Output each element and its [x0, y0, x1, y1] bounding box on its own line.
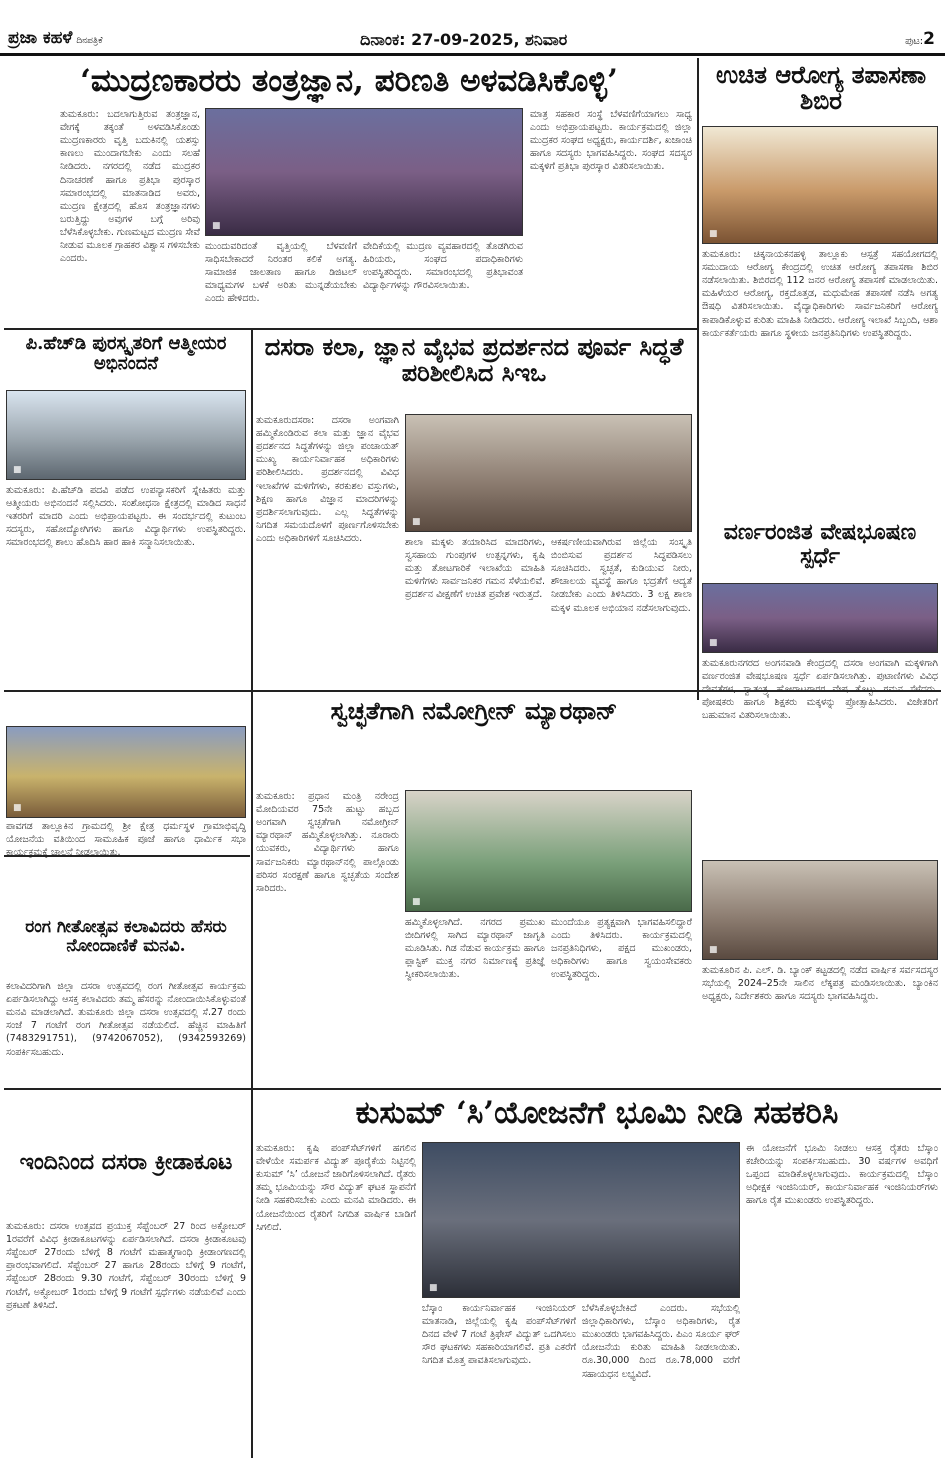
kusum-col1: ತುಮಕೂರು: ಕೃಷಿ ಪಂಪ್‌ಸೆಟ್‌ಗಳಿಗೆ ಹಗಲಿನ ವೇಳೆಯೇ ಸಮರ್ಪಕ ವಿದ್ಯುತ್ ಪೂರೈಕೆಯ ನಿಟ್ಟಿನಲ್ಲಿ ಕುಸುಮ್ ‘ಸಿ’ ಯೋಜನೆ ಜಾರಿಗೊಳಿಸಲಾಗಿದೆ. ರೈತರು ತಮ್ಮ ಭೂಮಿಯನ್ನು ಸೌರ ವಿದ್ಯುತ್ ಘಟಕ ಸ್ಥಾಪನೆಗೆ ನೀಡಿ ಸಹಕರಿಸಬೇಕು ಎಂದು ಮನವಿ ಮಾಡಿದರು. ಈ ಯೋಜನೆಯಿಂದ ರೈತರಿಗೆ ನಿಗದಿತ ವಾರ್ಷಿಕ ಬಾಡಿಗೆ ಸಿಗಲಿದೆ. [256, 1143, 416, 1233]
health-photo [702, 126, 938, 244]
main-col4: ಮಾತ್ರ ಸಹಕಾರ ಸಂಸ್ಥೆ ಬೆಳವಣಿಗೆಯಾಗಲು ಸಾಧ್ಯ ಎಂದು ಅಭಿಪ್ರಾಯಪಟ್ಟರು. ಕಾರ್ಯಕ್ರಮದಲ್ಲಿ ಜಿಲ್ಲಾ ಮುದ್ರಕರ ಸಂಘದ ಅಧ್ಯಕ್ಷರು, ಕಾರ್ಯದರ್ಶಿ, ಖಜಾಂಚಿ ಹಾಗೂ ಸದಸ್ಯರು ಭಾಗವಹಿಸಿದ್ದರು. ಸಂಘದ ಸದಸ್ಯರ ಮಕ್ಕಳಿಗೆ ಪ್ರತಿಭಾ ಪುರಸ್ಕಾರ ವಿತರಿಸಲಾಯಿತು. [530, 109, 692, 173]
marathon-photo [405, 790, 692, 912]
main-photo-icon: ■ [212, 221, 221, 231]
dasara-expo-headline: ದಸರಾ ಕಲಾ, ಜ್ಞಾನ ವೈಭವ ಪ್ರದರ್ಶನದ ಪೂರ್ವ ಸಿದ್ಧತೆ ಪರಿಶೀಲಿಸಿದ ಸಿಇಒ [264, 332, 684, 388]
health-headline: ಉಚಿತ ಆರೋಗ್ಯ ತಪಾಸಣಾ ಶಿಬಿರ [715, 60, 927, 116]
main-photo [205, 108, 523, 236]
masthead [0, 0, 945, 58]
main-col2: ಮುಂದುವರಿದಂತೆ ವೃತ್ತಿಯಲ್ಲಿ ಬೆಳವಣಿಗೆ ಸಾಧಿಸಬೇಕಾದರೆ ನಿರಂತರ ಕಲಿಕೆ ಅಗತ್ಯ. ಸಾಮಾಜಿಕ ಜಾಲತಾಣ ಹಾಗೂ ಡಿಜಿಟಲ್ ಮಾಧ್ಯಮಗಳ ಬಳಕೆ ಅರಿತು ಮುನ್ನಡೆಯಬೇಕು ಎಂದು ಹೇಳಿದರು. [205, 241, 357, 305]
ranga-body: ಕಲಾವಿದರಿಗಾಗಿ ಜಿಲ್ಲಾ ದಸರಾ ಉತ್ಸವದಲ್ಲಿ ರಂಗ ಗೀತೋತ್ಸವ ಕಾರ್ಯಕ್ರಮ ಏರ್ಪಡಿಸಲಾಗಿದ್ದು ಆಸಕ್ತ ಕಲಾವಿದರು ತಮ್ಮ ಹೆಸರನ್ನು ನೋಂದಾಯಿಸಿಕೊಳ್ಳುವಂತೆ ಮನವಿ ಮಾಡಲಾಗಿದೆ. ತುಮಕೂರು ಜಿಲ್ಲಾ ದಸರಾ ಉತ್ಸವದಲ್ಲಿ ಸೆ.27 ರಂದು ಸಂಜೆ 7 ಗಂಟೆಗೆ ರಂಗ ಗೀತೋತ್ಸವ ನಡೆಯಲಿದೆ. ಹೆಚ್ಚಿನ ಮಾಹಿತಿಗೆ (7483291751), (9742067052), (9342593269) ಸಂಪರ್ಕಿಸಬಹುದು. [6, 981, 246, 1058]
marathon-headline: ಸ್ವಚ್ಛತೆಗಾಗಿ ನಮೋಗ್ರೀನ್ ಮ್ಯಾರಥಾನ್ [330, 696, 618, 725]
page-number: ಪುಟ:2 [905, 29, 935, 49]
kusum-col4: ಈ ಯೋಜನೆಗೆ ಭೂಮಿ ನೀಡಲು ಆಸಕ್ತ ರೈತರು ಬೆಸ್ಕಾಂ ಕಚೇರಿಯನ್ನು ಸಂಪರ್ಕಿಸಬಹುದು. 30 ವರ್ಷಗಳ ಅವಧಿಗೆ ಒಪ್ಪಂದ ಮಾಡಿಕೊಳ್ಳಲಾಗುವುದು. ಕಾರ್ಯಕ್ರಮದಲ್ಲಿ ಬೆಸ್ಕಾಂ ಅಧೀಕ್ಷಕ ಇಂಜಿನಿಯರ್, ಕಾರ್ಯನಿರ್ವಾಹಕ ಇಂಜಿನಿಯರ್‌ಗಳು ಹಾಗೂ ರೈತ ಮುಖಂಡರು ಉಪಸ್ಥಿತರಿದ್ದರು. [746, 1143, 938, 1207]
paper-name: ಪ್ರಜಾ ಕಹಳೆ ದಿನಪತ್ರಿಕೆ [8, 28, 103, 48]
pooja-photo [6, 726, 246, 818]
sports-body: ತುಮಕೂರು: ದಸರಾ ಉತ್ಸವದ ಪ್ರಯುಕ್ತ ಸೆಪ್ಟೆಂಬರ್ 27 ರಿಂದ ಅಕ್ಟೋಬರ್ 1ರವರೆಗೆ ವಿವಿಧ ಕ್ರೀಡಾಕೂಟಗಳನ್ನು ಏರ್ಪಡಿಸಲಾಗಿದೆ. ದಸರಾ ಕ್ರೀಡಾಕೂಟವು ಸೆಪ್ಟೆಂಬರ್ 27ರಂದು ಬೆಳಿಗ್ಗೆ 8 ಗಂಟೆಗೆ ಮಹಾತ್ಮಗಾಂಧಿ ಕ್ರೀಡಾಂಗಣದಲ್ಲಿ ಪ್ರಾರಂಭವಾಗಲಿದೆ. ಸೆಪ್ಟೆಂಬರ್ 27 ಹಾಗೂ 28ರಂದು ಬೆಳಿಗ್ಗೆ 9 ಗಂಟೆಗೆ, ಸೆಪ್ಟೆಂಬರ್ 28ರಂದು 9.30 ಗಂಟೆಗೆ, ಸೆಪ್ಟೆಂಬರ್ 30ರಂದು ಬೆಳಿಗ್ಗೆ 9 ಗಂಟೆಗೆ, ಅಕ್ಟೋಬರ್ 1ರಂದು ಬೆಳಿಗ್ಗೆ 9 ಗಂಟೆಗೆ ಸ್ಪರ್ಧೆಗಳು ನಡೆಯಲಿವೆ ಎಂದು ಪ್ರಕಟಣೆ ತಿಳಿಸಿದೆ. [6, 1221, 246, 1311]
costume-photo [702, 583, 938, 653]
main-col1: ತುಮಕೂರು: ಬದಲಾಗುತ್ತಿರುವ ತಂತ್ರಜ್ಞಾನ, ವೇಗಕ್ಕೆ ತಕ್ಕಂತೆ ಅಳವಡಿಸಿಕೊಂಡು ಮುದ್ರಣಕಾರರು ವೃತ್ತಿ ಬದುಕಿನಲ್ಲಿ ಯಶಸ್ಸು ಕಾಣಲು ಮುಂದಾಗಬೇಕು ಎಂದು ಸಲಹೆ ನೀಡಿದರು. ನಗರದಲ್ಲಿ ನಡೆದ ಮುದ್ರಕರ ದಿನಾಚರಣೆ ಹಾಗೂ ಪ್ರತಿಭಾ ಪುರಸ್ಕಾರ ಸಮಾರಂಭದಲ್ಲಿ ಮಾತನಾಡಿದ ಅವರು, ಮುದ್ರಣ ಕ್ಷೇತ್ರದಲ್ಲಿ ಹೊಸ ತಂತ್ರಜ್ಞಾನಗಳು ಬರುತ್ತಿದ್ದು ಅವುಗಳ ಬಗ್ಗೆ ಅರಿವು ಬೆಳೆಸಿಕೊಳ್ಳಬೇಕು. ಗುಣಮಟ್ಟದ ಮುದ್ರಣ ಸೇವೆ ನೀಡುವ ಮೂಲಕ ಗ್ರಾಹಕರ ವಿಶ್ವಾಸ ಗಳಿಸಬೇಕು ಎಂದರು. [60, 109, 200, 265]
kusum-photo [422, 1142, 740, 1298]
marathon-col2: ಹಮ್ಮಿಕೊಳ್ಳಲಾಗಿದೆ. ನಗರದ ಪ್ರಮುಖ ಬೀದಿಗಳಲ್ಲಿ ಸಾಗಿದ ಮ್ಯಾರಥಾನ್ ಜಾಗೃತಿ ಮೂಡಿಸಿತು. ಗಿಡ ನೆಡುವ ಕಾರ್ಯಕ್ರಮ ಹಾಗೂ ಪ್ಲಾಸ್ಟಿಕ್ ಮುಕ್ತ ನಗರ ನಿರ್ಮಾಣಕ್ಕೆ ಪ್ರತಿಜ್ಞೆ ಸ್ವೀಕರಿಸಲಾಯಿತು. [405, 917, 545, 981]
sports-headline: ಇಂದಿನಿಂದ ದಸರಾ ಕ್ರೀಡಾಕೂಟ [19, 1150, 233, 1175]
bank-body: ತುಮಕೂರಿನ ಪಿ. ಎಲ್. ಡಿ. ಬ್ಯಾಂಕ್ ಕಟ್ಟಡದಲ್ಲಿ ನಡೆದ ವಾರ್ಷಿಕ ಸರ್ವಸದಸ್ಯರ ಸಭೆಯಲ್ಲಿ 2024–25ನೇ ಸಾಲಿನ ಲೆಕ್ಕಪತ್ರ ಮಂಡಿಸಲಾಯಿತು. ಬ್ಯಾಂಕಿನ ಅಧ್ಯಕ್ಷರು, ನಿರ್ದೇಶಕರು ಹಾಗೂ ಸದಸ್ಯರು ಭಾಗವಹಿಸಿದ್ದರು. [702, 965, 938, 1003]
phd-headline: ಪಿ.ಹೆಚ್‌ಡಿ ಪುರಸ್ಕೃತರಿಗೆ ಆತ್ಮೀಯರ ಅಭಿನಂದನೆ [25, 334, 227, 374]
paper-tag: ದಿನಪತ್ರಿಕೆ [76, 36, 103, 46]
health-body: ತುಮಕೂರು: ಚಿಕ್ಕನಾಯಕನಹಳ್ಳಿ ತಾಲ್ಲೂಕು ಆಸ್ಪತ್ರೆ ಸಹಯೋಗದಲ್ಲಿ ಸಮುದಾಯ ಆರೋಗ್ಯ ಕೇಂದ್ರದಲ್ಲಿ ಉಚಿತ ಆರೋಗ್ಯ ತಪಾಸಣಾ ಶಿಬಿರ ನಡೆಸಲಾಯಿತು. ಶಿಬಿರದಲ್ಲಿ 112 ಜನರ ಆರೋಗ್ಯ ತಪಾಸಣೆ ಮಾಡಲಾಯಿತು. ಮಹಿಳೆಯರ ಆರೋಗ್ಯ, ರಕ್ತದೊತ್ತಡ, ಮಧುಮೇಹ ತಪಾಸಣೆ ನಡೆಸಿ ಅಗತ್ಯ ಔಷಧಿ ವಿತರಿಸಲಾಯಿತು. ವೈದ್ಯಾಧಿಕಾರಿಗಳು ಸಾರ್ವಜನಿಕರಿಗೆ ಆರೋಗ್ಯ ಕಾಪಾಡಿಕೊಳ್ಳುವ ಕುರಿತು ಮಾಹಿತಿ ನೀಡಿದರು. ಆರೋಗ್ಯ ಇಲಾಖೆ ಸಿಬ್ಬಂದಿ, ಆಶಾ ಕಾರ್ಯಕರ್ತೆಯರು ಹಾಗೂ ಸ್ಥಳೀಯ ಜನಪ್ರತಿನಿಧಿಗಳು ಉಪಸ್ಥಿತರಿದ್ದರು. [702, 249, 938, 339]
date-line: ದಿನಾಂಕ: 27-09-2025, ಶನಿವಾರ [360, 30, 568, 49]
dasara-expo-col2: ಶಾಲಾ ಮಕ್ಕಳು ತಯಾರಿಸಿದ ಮಾದರಿಗಳು, ಸ್ವಸಹಾಯ ಗುಂಪುಗಳ ಉತ್ಪನ್ನಗಳು, ಕೃಷಿ ಮತ್ತು ತೋಟಗಾರಿಕೆ ಇಲಾಖೆಯ ಮಾಹಿತಿ ಮಳಿಗೆಗಳು ಸಾರ್ವಜನಿಕರ ಗಮನ ಸೆಳೆಯಲಿವೆ. ಪ್ರದರ್ಶನ ವೀಕ್ಷಣೆಗೆ ಉಚಿತ ಪ್ರವೇಶ ಇರುತ್ತದೆ. [405, 537, 545, 601]
costume-body: ತುಮಕೂರುನಗರದ ಅಂಗನವಾಡಿ ಕೇಂದ್ರದಲ್ಲಿ ದಸರಾ ಅಂಗವಾಗಿ ಮಕ್ಕಳಿಗಾಗಿ ವರ್ಣರಂಜಿತ ವೇಷಭೂಷಣ ಸ್ಪರ್ಧೆ ಏರ್ಪಡಿಸಲಾಗಿತ್ತು. ಪುಟಾಣಿಗಳು ವಿವಿಧ ದೇವತೆಗಳ, ಸ್ವಾತಂತ್ರ್ಯ ಹೋರಾಟಗಾರರ ವೇಷ ತೊಟ್ಟು ಗಮನ ಸೆಳೆದರು. ಪೋಷಕರು ಹಾಗೂ ಶಿಕ್ಷಕರು ಮಕ್ಕಳನ್ನು ಪ್ರೋತ್ಸಾಹಿಸಿದರು. ವಿಜೇತರಿಗೆ ಬಹುಮಾನ ವಿತರಿಸಲಾಯಿತು. [702, 658, 938, 722]
costume-headline: ವರ್ಣರಂಜಿತ ವೇಷಭೂಷಣ ಸ್ಪರ್ಧೆ [723, 520, 917, 570]
dasara-expo-photo-icon: ■ [412, 517, 421, 527]
dasara-expo-col1: ತುಮಕೂರುದಸರಾ: ದಸರಾ ಅಂಗವಾಗಿ ಹಮ್ಮಿಕೊಂಡಿರುವ ಕಲಾ ಮತ್ತು ಜ್ಞಾನ ವೈಭವ ಪ್ರದರ್ಶನದ ಸಿದ್ಧತೆಗಳನ್ನು ಜಿಲ್ಲಾ ಪಂಚಾಯತ್ ಮುಖ್ಯ ಕಾರ್ಯನಿರ್ವಾಹಕ ಅಧಿಕಾರಿಗಳು ಪರಿಶೀಲಿಸಿದರು. ಪ್ರದರ್ಶನದಲ್ಲಿ ವಿವಿಧ ಇಲಾಖೆಗಳ ಮಳಿಗೆಗಳು, ಕರಕುಶಲ ವಸ್ತುಗಳು, ಶಿಕ್ಷಣ ಹಾಗೂ ವಿಜ್ಞಾನ ಮಾದರಿಗಳನ್ನು ಪ್ರದರ್ಶಿಸಲಾಗುವುದು. ಎಲ್ಲ ಸಿದ್ಧತೆಗಳನ್ನು ನಿಗದಿತ ಸಮಯದೊಳಗೆ ಪೂರ್ಣಗೊಳಿಸಬೇಕು ಎಂದು ಅಧಿಕಾರಿಗಳಿಗೆ ಸೂಚಿಸಿದರು. [256, 415, 399, 544]
kusum-photo-icon: ■ [429, 1283, 438, 1293]
health-photo-icon: ■ [709, 229, 718, 239]
main-col3: ವೇದಿಕೆಯಲ್ಲಿ ಮುದ್ರಣ ವ್ಯವಹಾರದಲ್ಲಿ ತೊಡಗಿರುವ ಹಿರಿಯರು, ಸಂಘದ ಪದಾಧಿಕಾರಿಗಳು ಉಪಸ್ಥಿತರಿದ್ದರು. ಸಮಾರಂಭದಲ್ಲಿ ಪ್ರತಿಭಾವಂತ ವಿದ್ಯಾರ್ಥಿಗಳನ್ನು ಗೌರವಿಸಲಾಯಿತು. [363, 241, 523, 292]
phd-photo [6, 390, 246, 480]
pooja-body: ಪಾವಗಡ ತಾಲ್ಲೂಕಿನ ಗ್ರಾಮದಲ್ಲಿ ಶ್ರೀ ಕ್ಷೇತ್ರ ಧರ್ಮಸ್ಥಳ ಗ್ರಾಮಾಭಿವೃದ್ಧಿ ಯೋಜನೆಯ ವತಿಯಿಂದ ಸಾಮೂಹಿಕ ಪೂಜೆ ಹಾಗೂ ಧಾರ್ಮಿಕ ಸಭಾ ಕಾರ್ಯಕ್ರಮಕ್ಕೆ ಚಾಲನೆ ನೀಡಲಾಯಿತು. [6, 821, 246, 859]
kusum-col2: ಬೆಸ್ಕಾಂ ಕಾರ್ಯನಿರ್ವಾಹಕ ಇಂಜಿನಿಯರ್ ಮಾತನಾಡಿ, ಜಿಲ್ಲೆಯಲ್ಲಿ ಕೃಷಿ ಪಂಪ್‌ಸೆಟ್‌ಗಳಿಗೆ ದಿನದ ವೇಳೆ 7 ಗಂಟೆ ತ್ರಿಫೇಸ್ ವಿದ್ಯುತ್ ಒದಗಿಸಲು ಸೌರ ಘಟಕಗಳು ಸಹಕಾರಿಯಾಗಲಿವೆ. ಪ್ರತಿ ಎಕರೆಗೆ ನಿಗದಿತ ಮೊತ್ತ ಪಾವತಿಸಲಾಗುವುದು. [422, 1303, 576, 1367]
pooja-photo-icon: ■ [13, 803, 22, 813]
phd-body: ತುಮಕೂರು: ಪಿ.ಹೆಚ್‌ಡಿ ಪದವಿ ಪಡೆದ ಉಪನ್ಯಾಸಕರಿಗೆ ಸ್ನೇಹಿತರು ಮತ್ತು ಆತ್ಮೀಯರು ಅಭಿನಂದನೆ ಸಲ್ಲಿಸಿದರು. ಸಂಶೋಧನಾ ಕ್ಷೇತ್ರದಲ್ಲಿ ಮಾಡಿದ ಸಾಧನೆ ಇತರರಿಗೆ ಮಾದರಿ ಎಂದು ಅಭಿಪ್ರಾಯಪಟ್ಟರು. ಈ ಸಂದರ್ಭದಲ್ಲಿ ಕುಟುಂಬ ಸದಸ್ಯರು, ಸಹೋದ್ಯೋಗಿಗಳು ಹಾಗೂ ವಿದ್ಯಾರ್ಥಿಗಳು ಉಪಸ್ಥಿತರಿದ್ದರು. ಸಮಾರಂಭದಲ್ಲಿ ಶಾಲು ಹೊದಿಸಿ ಹಾರ ಹಾಕಿ ಸನ್ಮಾನಿಸಲಾಯಿತು. [6, 485, 246, 549]
marathon-col1: ತುಮಕೂರು: ಪ್ರಧಾನ ಮಂತ್ರಿ ನರೇಂದ್ರ ಮೋದಿಯವರ 75ನೇ ಹುಟ್ಟು ಹಬ್ಬದ ಅಂಗವಾಗಿ ಸ್ವಚ್ಛತೆಗಾಗಿ ನಮೋಗ್ರೀನ್ ಮ್ಯಾರಥಾನ್ ಹಮ್ಮಿಕೊಳ್ಳಲಾಗಿತ್ತು. ನೂರಾರು ಯುವಕರು, ವಿದ್ಯಾರ್ಥಿಗಳು ಹಾಗೂ ಸಾರ್ವಜನಿಕರು ಮ್ಯಾರಥಾನ್‌ನಲ್ಲಿ ಪಾಲ್ಗೊಂಡು ಪರಿಸರ ಸಂರಕ್ಷಣೆ ಹಾಗೂ ಸ್ವಚ್ಛತೆಯ ಸಂದೇಶ ಸಾರಿದರು. [256, 791, 399, 894]
marathon-photo-icon: ■ [412, 897, 421, 907]
costume-photo-icon: ■ [709, 638, 718, 648]
marathon-col3: ಮುಂದೆಯೂ ಪ್ರತ್ಯಕ್ಷವಾಗಿ ಭಾಗವಹಿಸಲಿದ್ದಾರೆ ಎಂದು ತಿಳಿಸಿದರು. ಕಾರ್ಯಕ್ರಮದಲ್ಲಿ ಜನಪ್ರತಿನಿಧಿಗಳು, ಪಕ್ಷದ ಮುಖಂಡರು, ಅಧಿಕಾರಿಗಳು ಹಾಗೂ ಸ್ವಯಂಸೇವಕರು ಉಪಸ್ಥಿತರಿದ್ದರು. [551, 917, 692, 981]
kusum-col3: ಬೆಳೆಸಿಕೊಳ್ಳಬೇಕಿದೆ ಎಂದರು. ಸಭೆಯಲ್ಲಿ ಜಿಲ್ಲಾಧಿಕಾರಿಗಳು, ಬೆಸ್ಕಾಂ ಅಧಿಕಾರಿಗಳು, ರೈತ ಮುಖಂಡರು ಭಾಗವಹಿಸಿದ್ದರು. ಪಿಎಂ ಸೂರ್ಯ ಘರ್ ಯೋಜನೆಯ ಕುರಿತು ಮಾಹಿತಿ ನೀಡಲಾಯಿತು. ರೂ.30,000 ದಿಂದ ರೂ.78,000 ವರೆಗೆ ಸಹಾಯಧನ ಲಭ್ಯವಿದೆ. [582, 1303, 740, 1380]
bank-photo-icon: ■ [709, 945, 718, 955]
ranga-headline: ರಂಗ ಗೀತೋತ್ಸವ ಕಲಾವಿದರು ಹೆಸರು ನೋಂದಾಣಿಕೆ ಮನವಿ. [25, 918, 227, 956]
phd-photo-icon: ■ [13, 465, 22, 475]
main-headline: ‘ಮುದ್ರಣಕಾರರು ತಂತ್ರಜ್ಞಾನ, ಪರಿಣತಿ ಅಳವಡಿಸಿಕೊಳ್ಳಿ’ [80, 63, 618, 99]
kusum-headline: ಕುಸುಮ್ ‘ಸಿ’ಯೋಜನೆಗೆ ಭೂಮಿ ನೀಡಿ ಸಹಕರಿಸಿ [355, 1095, 839, 1131]
dasara-expo-photo [405, 414, 692, 532]
bank-photo [702, 860, 938, 960]
dasara-expo-col3: ಆಕರ್ಷಣೀಯವಾಗಿರುವ ಜಿಲ್ಲೆಯ ಸಂಸ್ಕೃತಿ ಬಿಂಬಿಸುವ ಪ್ರದರ್ಶನ ಸಿದ್ಧಪಡಿಸಲು ಸೂಚಿಸಿದರು. ಸ್ವಚ್ಛತೆ, ಕುಡಿಯುವ ನೀರು, ಶೌಚಾಲಯ ವ್ಯವಸ್ಥೆ ಹಾಗೂ ಭದ್ರತೆಗೆ ಆದ್ಯತೆ ನೀಡಬೇಕು ಎಂದು ತಿಳಿಸಿದರು. 3 ಲಕ್ಷ ಶಾಲಾ ಮಕ್ಕಳ ಮೂಲಕ ಅಭಿಯಾನ ನಡೆಸಲಾಗುವುದು. [551, 537, 692, 614]
